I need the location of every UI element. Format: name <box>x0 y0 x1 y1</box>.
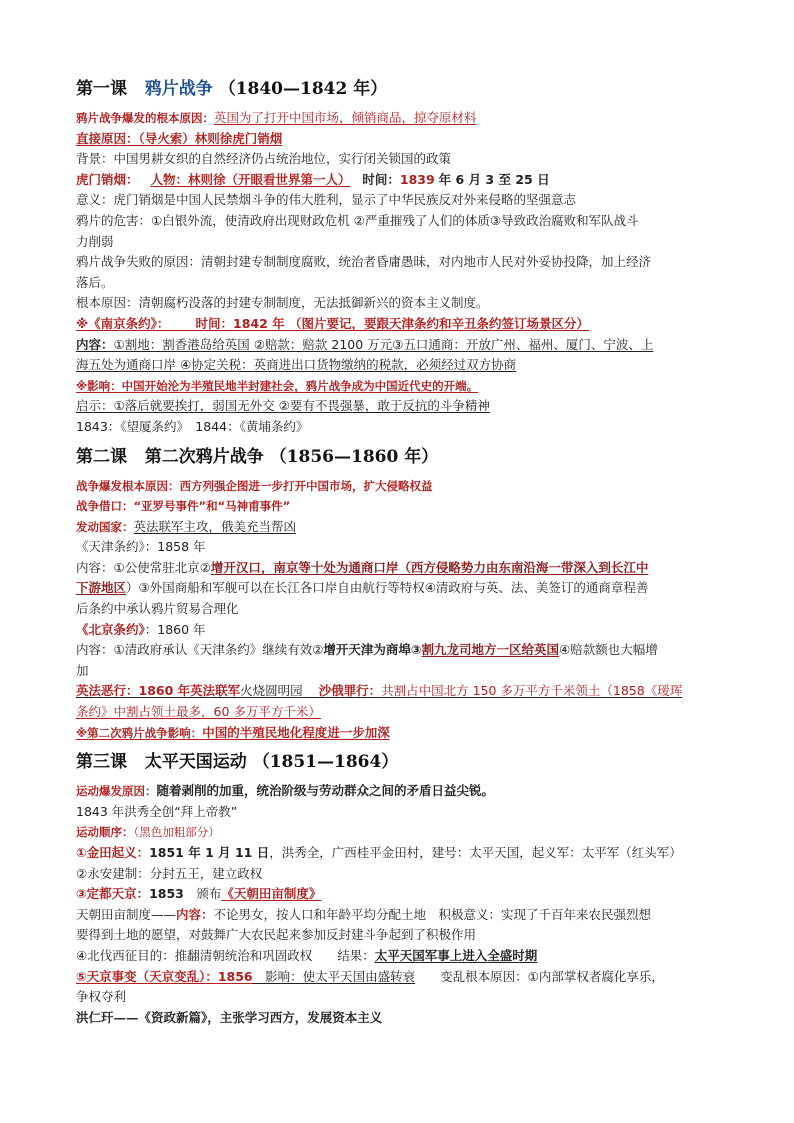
lesson3-incident <box>76 967 726 988</box>
lesson1-background: 背景：中国男耕女织的自然经济仍占统治地位，实行闭关锁国的政策 <box>76 151 452 167</box>
lesson1-direct-cause: 直接原因：（导火索）林则徐虎门销烟 <box>76 130 283 146</box>
hong-text: 主张学习西方，发展资本主义 <box>219 1009 383 1025</box>
content-label: 内容： <box>76 336 114 352</box>
lesson3-title-prefix: 第三课 <box>76 752 127 773</box>
lesson2-impact-label: ※第二次鸦片战争影响： <box>76 725 203 740</box>
lesson1-failure-1: 鸦片战争失败的原因：清朝封建专制制度腐败，统治者昏庸愚昧，对内地市人民对外妥协投降，加上经济 <box>76 254 652 270</box>
lesson1-significance: 意义：虎门销烟是中国人民禁烟斗争的伟大胜利，显示了中华民族反对外来侵略的坚强意志 <box>76 192 577 208</box>
document-page <box>76 70 726 1028</box>
beijing-year: ：1860 年 <box>144 621 206 637</box>
humen-time-date: 年 6 月 3 至 25 日 <box>438 171 550 187</box>
lesson3-title-years: （1851—1864） <box>252 752 399 773</box>
lesson3-sequence <box>76 822 726 843</box>
nanjing-label: ※《南京条约》： <box>76 315 170 331</box>
expedition-a: ④北伐西征目的：推翻清朝统治和巩固政权 结果： <box>76 947 375 963</box>
incident-label: ⑤天京事变（天京变乱）：1856 <box>76 968 253 984</box>
lesson1-other-treaties: 1843：《望厦条约》 1844：《黄埔条约》 <box>76 418 309 434</box>
jintian-label: ①金田起义： <box>76 845 150 860</box>
beijing-content-bold: 增开天津为商埠③ <box>323 642 422 658</box>
beijing-content-2: 加 <box>76 662 89 678</box>
beijing-content-1 <box>76 640 726 661</box>
nanjing-note: （图片要记，要跟天津条约和辛丑条约签订场景区分） <box>289 315 590 331</box>
lesson1-lesson-learned: 启示：①落后就要挨打，弱国无外交 ②要有不畏强暴，敢于反抗的斗争精神 <box>76 398 490 414</box>
hong-label: 洪仁玕——《资政新篇》， <box>76 1009 220 1025</box>
lesson2-impact <box>76 723 726 744</box>
beijing-title-line <box>76 620 726 641</box>
lesson1-title-topic: 鸦片战争 <box>144 79 213 99</box>
tianjin-content-2 <box>76 578 726 599</box>
incident-cause: 变乱根本原因：①内部掌权者腐化享乐， <box>415 968 664 984</box>
lesson1-title <box>76 76 726 102</box>
expedition-b: 太平天国军事上进入全盛时期 <box>374 947 538 963</box>
russia-text: 共割占中国北方 150 多万平方千米领土（1858《瑷珲 <box>381 683 683 699</box>
content-text-1: ①割地：割香港岛给英国 ②赔款：赔款 2100 万元③五口通商：开放广州、福州、厦门、宁波、上 <box>113 336 654 352</box>
land-1c: 不论男女，按人口和年龄平均分配土地 积极意义：实现了千百年来农民强烈想 <box>213 906 652 922</box>
humen-time-label: 时间： <box>362 171 400 187</box>
lesson3-jintian <box>76 843 726 864</box>
lesson1-nanjing <box>76 314 726 335</box>
lesson1-title-years: （1840—1842 年） <box>218 79 388 99</box>
tianjin-content-red: 增开汉口，南京等十处为通商口岸（西方侵略势力由东南沿海一带深入到长江中 <box>210 559 649 575</box>
incident-text: 影响：使太平天国由盛转衰 <box>252 968 416 984</box>
beijing-content-red: 割九龙司地方一区给英国 <box>421 642 560 658</box>
lesson2-countries <box>76 517 726 538</box>
lesson3-cause-label: 运动爆发原因： <box>76 784 157 799</box>
root-cause-text: 英国为了打开中国市场，倾销商品，掠夺原材料 <box>214 110 477 125</box>
lesson2-title-topic: 第二次鸦片战争 <box>144 446 264 467</box>
tianjing-label: ③定都天京： <box>76 886 150 902</box>
lesson1-harm-2: 力削弱 <box>76 233 114 249</box>
lesson1-failure-2: 落后。 <box>76 274 114 290</box>
lesson1-harm-1: 鸦片的危害：①白银外流，使清政府出现财政危机 ②严重摧残了人们的体质③导致政治腐败和军队战斗 <box>76 212 639 228</box>
beijing-content-end: ④赔款额也大幅增 <box>559 642 658 658</box>
lesson1-content-2: 海五处为通商口岸 ④协定关税：英商进出口货物缴纳的税款，必须经过双方协商 <box>76 357 517 373</box>
lesson2-crimes <box>76 681 726 702</box>
jintian-date: 1851 年 1 月 11 日 <box>149 845 270 860</box>
lesson2-impact-text: 中国的半殖民地化程度进一步加深 <box>202 724 390 740</box>
crimes-label: 英法恶行：1860 年英法联军 <box>76 683 241 699</box>
lesson2-root-cause: 战争爆发根本原因：西方列强企图进一步打开中国市场，扩大侵略权益 <box>76 478 433 493</box>
lesson2-title-years: （1856—1860 年） <box>269 446 439 467</box>
lesson1-root-cause <box>76 108 726 129</box>
sequence-label: 运动顺序： <box>76 825 134 840</box>
lesson3-cause-text: 随着剥削的加重，统治阶级与劳动群众之间的矛盾日益尖锐。 <box>156 783 495 799</box>
jintian-text: ，洪秀全，广西桂平金田村，建号：太平天国，起义军：太平军（红头军） <box>269 845 682 860</box>
tianjin-content-label: 内容：①公使常驻北京② <box>76 559 211 575</box>
lesson3-yongan: ②永安建制：分封五王，建立政权 <box>76 865 263 881</box>
lesson3-founding: 1843 年洪秀全创“拜上帝教” <box>76 803 238 819</box>
lesson3-title-topic: 太平天国运动 <box>144 752 247 773</box>
lesson3-tianjing <box>76 884 726 905</box>
humen-time-year: 1839 <box>399 171 435 187</box>
humen-label: 虎门销烟： <box>76 171 139 187</box>
countries-text: 英法联军主攻，俄美充当帮凶 <box>133 518 297 534</box>
lesson1-impact: ※影响：中国开始沦为半殖民地半封建社会，鸦片战争成为中国近代史的开端。 <box>76 378 479 393</box>
tianjing-text: 颁布 <box>183 886 222 902</box>
tianjing-doc: 《天朝田亩制度》 <box>221 886 322 902</box>
lesson3-land-2: 要得到土地的愿望，对鼓舞广大农民起来参加反封建斗争起到了积极作用 <box>76 927 477 943</box>
lesson3-incident-2: 争权夺利 <box>76 989 127 1005</box>
lesson2-title <box>76 444 726 470</box>
russia-label: 沙俄罪行： <box>318 683 382 699</box>
humen-person: 人物：林则徐（开眼看世界第一人） <box>150 171 351 187</box>
tianjin-content-4: 后条约中承认鸦片贸易合理化 <box>76 601 239 617</box>
lesson1-humen <box>76 170 726 191</box>
root-cause-label: 鸦片战争爆发的根本原因： <box>76 111 214 125</box>
lesson1-content-1 <box>76 335 726 356</box>
lesson1-fundamental: 根本原因：清朝腐朽没落的封建专制制度，无法抵御新兴的资本主义制度。 <box>76 295 489 311</box>
tianjin-title: 《天津条约》：1858 年 <box>76 539 206 555</box>
lesson1-title-prefix: 第一课 <box>76 79 127 99</box>
lesson2-title-prefix: 第二课 <box>76 446 127 467</box>
land-1a: 天朝田亩制度—— <box>76 906 177 922</box>
sequence-note: （黑色加粗部分） <box>133 825 220 840</box>
nanjing-time: 时间：1842 年 <box>195 315 285 331</box>
lesson2-russia-2: 条约》中割占领土最多，60 多万平方千米） <box>76 704 321 720</box>
lesson3-hong <box>76 1008 726 1029</box>
beijing-title: 《北京条约》 <box>76 621 145 637</box>
tianjing-year: 1853 <box>149 886 184 902</box>
lesson3-title <box>76 749 726 775</box>
beijing-content-text: 内容：①清政府承认《天津条约》继续有效② <box>76 642 324 658</box>
lesson3-land-1 <box>76 905 726 926</box>
countries-label: 发动国家： <box>76 519 134 534</box>
tianjin-content-red2: 下游地区 <box>76 580 127 596</box>
tianjin-content-3: ）③外国商船和军舰可以在长江各口岸自由航行等特权④清政府与英、法、美签订的通商章程善 <box>126 580 649 596</box>
land-1b: 内容： <box>176 906 214 922</box>
lesson3-cause <box>76 781 726 802</box>
lesson3-expedition <box>76 946 726 967</box>
lesson2-pretext: 战争借口：“亚罗号事件”和“马神甫事件” <box>76 499 291 514</box>
tianjin-content-1 <box>76 558 726 579</box>
crimes-text: 火烧圆明园 <box>240 683 303 699</box>
